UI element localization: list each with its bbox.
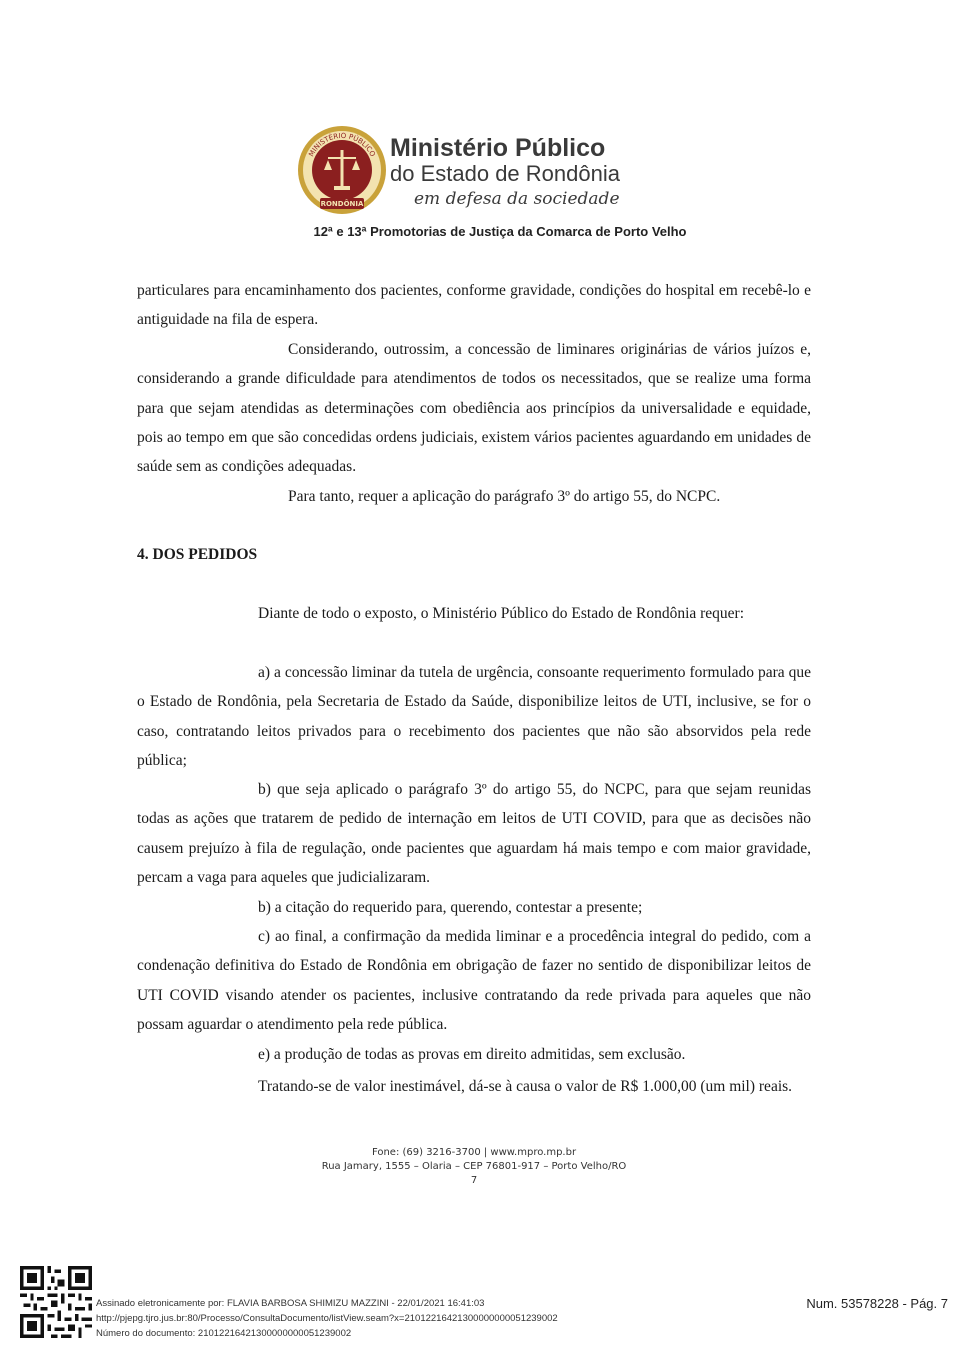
footer-address: Rua Jamary, 1555 – Olaria – CEP 76801-917 – Porto Velho/RO	[321, 1161, 627, 1172]
request-b2: b) a citação do requerido para, querendo, contestar a presente;	[258, 899, 643, 916]
page-footer	[0, 1146, 948, 1188]
section-heading: 4. DOS PEDIDOS	[137, 546, 258, 563]
qr-code-icon	[20, 1266, 92, 1338]
paragraph-1: particulares para encaminhamento dos pacientes, conforme gravidade, condições do hospital em recebê-lo e antiguidade na fila de espera.	[137, 282, 811, 329]
brand-motto: em defesa da sociedade	[414, 189, 620, 209]
request-b1: b) que seja aplicado o parágrafo 3º do artigo 55, do NCPC, para que sejam reunidas todas as ações que tratarem de pedido de internação em leitos de UTI COVID, para que as decisões não causem prejuízo à fila de regulação, onde pacientes que aguardam há mais tempo e com maior gravidade, percam a vaga para aqueles que judicializaram.	[137, 781, 811, 886]
page-number: 7	[470, 1175, 478, 1186]
signed-by: Assinado eletronicamente por: FLAVIA BARBOSA SHIMIZU MAZZINI - 22/01/2021 16:41:03	[96, 1298, 485, 1309]
request-a: a) a concessão liminar da tutela de urgência, consoante requerimento formulado para que o Estado de Rondônia, pela Secretaria de Estado da Saúde, disponibilize leitos de UTI, inclusive, se for o caso, contratando leitos privados para o recebimento dos pacientes que não são absorvidos pela rede pública;	[137, 664, 811, 769]
brand-title: Ministério Público	[390, 134, 606, 162]
document-number: Número do documento: 21012216421300000000051239002	[96, 1328, 352, 1339]
request-c: c) ao final, a confirmação da medida liminar e a procedência integral do pedido, com a condenação definitiva do Estado de Rondônia em obrigação de fazer no sentido de disponibilizar leitos de UTI COVID visando atender os pacientes, inclusive contratando da rede privada para aqueles que não possam aguardar o atendimento pela rede pública.	[137, 928, 811, 1033]
paragraph-4: Diante de todo o exposto, o Ministério Público do Estado de Rondônia requer:	[258, 605, 745, 622]
document-url[interactable]: http://pjepg.tjro.jus.br:80/Processo/ConsultaDocumento/listView.seam?x=21012216421300000000051239002	[96, 1313, 558, 1324]
paragraph-3: Para tanto, requer a aplicação do parágrafo 3º do artigo 55, do NCPC.	[288, 488, 721, 505]
electronic-signature	[96, 1296, 558, 1341]
cause-value: Tratando-se de valor inestimável, dá-se à causa o valor de R$ 1.000,00 (um mil) reais.	[258, 1078, 793, 1095]
request-e: e) a produção de todas as provas em direito admitidas, sem exclusão.	[258, 1046, 686, 1063]
num-page-label: Num. 53578228 - Pág. 7	[806, 1296, 948, 1311]
promotorias-heading: 12ª e 13ª Promotorias de Justiça da Comarca de Porto Velho	[313, 224, 687, 239]
paragraph-2: Considerando, outrossim, a concessão de liminares originárias de vários juízos e, considerando a grande dificuldade para atendimentos de todos os necessitados, que se realize uma forma para que sejam atendidas as determinações com obediência aos princípios da universalidade e equidade, pois ao tempo em que são concedidas ordens judiciais, existem vários pacientes aguardando em unidades de saúde sem as condições adequadas.	[137, 341, 811, 476]
seal-top-text: MINISTÉRIO PÚBLICO	[307, 131, 377, 159]
seal-bottom-text: RONDÔNIA	[320, 200, 364, 208]
footer-phone: Fone: (69) 3216-3700 | www.mpro.mp.br	[371, 1147, 577, 1158]
mp-seal-logo	[296, 124, 388, 216]
brand-block	[390, 134, 620, 212]
brand-subtitle: do Estado de Rondônia	[390, 161, 620, 186]
